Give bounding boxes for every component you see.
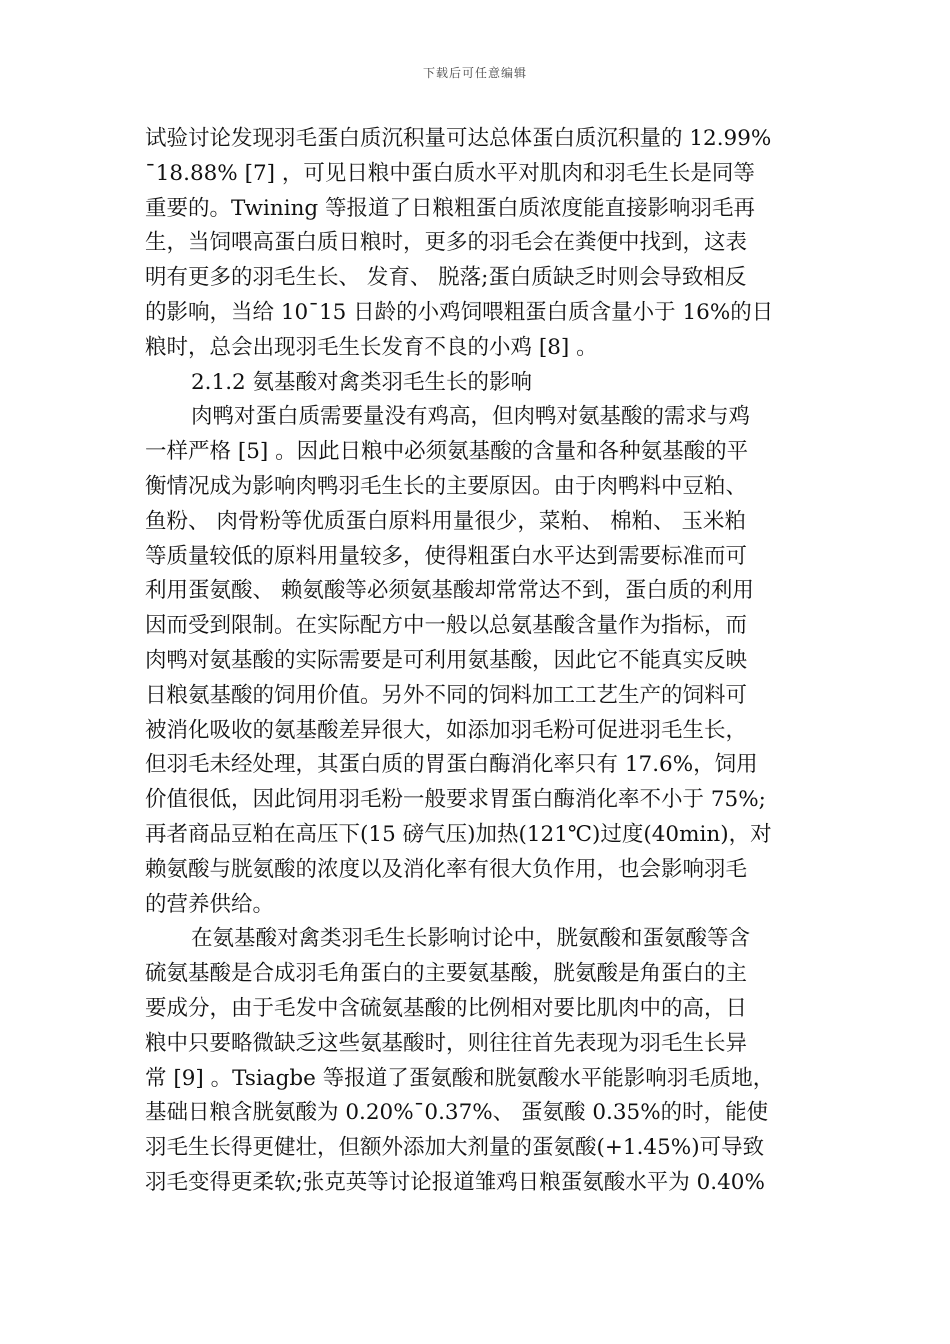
text-line: 一样严格 [5] 。因此日粮中必须氨基酸的含量和各种氨基酸的平 (145, 439, 749, 465)
text-line: 重要的。Twining 等报道了日粮粗蛋白质浓度能直接影响羽毛再 (145, 195, 756, 221)
text-line: 要成分，由于毛发中含硫氨基酸的比例相对要比肌肉中的高，日 (145, 995, 748, 1021)
text-line: 肉鸭对氨基酸的实际需要是可利用氨基酸，因此它不能真实反映 (145, 647, 748, 673)
text-line: 赖氨酸与胱氨酸的浓度以及消化率有很大负作用，也会影响羽毛 (145, 856, 748, 882)
text-line: 试验讨论发现羽毛蛋白质沉积量可达总体蛋白质沉积量的 12.99% (145, 126, 772, 151)
text-line: 等质量较低的原料用量较多，使得粗蛋白水平达到需要标准而可 (145, 543, 748, 569)
text-line: 但羽毛未经处理，其蛋白质的胃蛋白酶消化率只有 17.6%，饲用 (145, 752, 758, 778)
text-line: 日粮氨基酸的饲用价值。另外不同的饲料加工工艺生产的饲料可 (145, 682, 748, 708)
text-line: 的影响，当给 10¯15 日龄的小鸡饲喂粗蛋白质含量小于 16%的日 (145, 299, 774, 325)
text-line: 粮时，总会出现羽毛生长发育不良的小鸡 [8] 。 (145, 334, 598, 360)
text-line: 被消化吸收的氨基酸差异很大，如添加羽毛粉可促进羽毛生长， (145, 717, 748, 743)
text-line: 羽毛生长得更健壮，但额外添加大剂量的蛋氨酸(+1.45%)可导致 (145, 1135, 765, 1161)
text-line: 鱼粉、 肉骨粉等优质蛋白原料用量很少，菜粕、 棉粕、 玉米粕 (145, 508, 747, 534)
text-line: 利用蛋氨酸、 赖氨酸等必须氨基酸却常常达不到，蛋白质的利用 (145, 578, 754, 604)
text-line: ¯18.88% [7] ，可见日粮中蛋白质水平对肌肉和羽毛生长是同等 (145, 160, 755, 186)
text-line: 生，当饲喂高蛋白质日粮时，更多的羽毛会在粪便中找到，这表 (145, 230, 748, 256)
text-line: 再者商品豆粕在高压下(15 磅气压)加热(121℃)过度(40min)，对 (145, 821, 772, 847)
paragraph-start-line: 肉鸭对蛋白质需要量没有鸡高，但肉鸭对氨基酸的需求与鸡 (191, 404, 751, 430)
text-line: 基础日粮含胱氨酸为 0.20%¯0.37%、 蛋氨酸 0.35%的时，能使 (145, 1100, 769, 1126)
document-body (145, 122, 810, 1201)
text-line: 衡情况成为影响肉鸭羽毛生长的主要原因。由于肉鸭料中豆粕、 (145, 473, 748, 499)
text-line: 常 [9] 。Tsiagbe 等报道了蛋氨酸和胱氨酸水平能影响羽毛质地， (145, 1065, 775, 1091)
text-line: 因而受到限制。在实际配方中一般以总氨基酸含量作为指标，而 (145, 613, 748, 639)
text-line: 价值很低，因此饲用羽毛粉一般要求胃蛋白酶消化率不小于 75%; (145, 787, 766, 813)
paragraph-start-line: 在氨基酸对禽类羽毛生长影响讨论中，胱氨酸和蛋氨酸等含 (191, 926, 751, 952)
text-line: 羽毛变得更柔软;张克英等讨论报道雏鸡日粮蛋氨酸水平为 0.40% (145, 1169, 765, 1195)
text-line: 硫氨基酸是合成羽毛角蛋白的主要氨基酸，胱氨酸是角蛋白的主 (145, 961, 748, 987)
page-header: 下载后可任意编辑 (422, 66, 527, 80)
section-heading: 2.1.2 氨基酸对禽类羽毛生长的影响 (191, 369, 533, 395)
text-line: 粮中只要略微缺乏这些氨基酸时，则往往首先表现为羽毛生长异 (145, 1030, 748, 1056)
text-line: 明有更多的羽毛生长、 发育、 脱落;蛋白质缺乏时则会导致相反 (145, 265, 747, 291)
text-line: 的营养供给。 (145, 891, 275, 917)
